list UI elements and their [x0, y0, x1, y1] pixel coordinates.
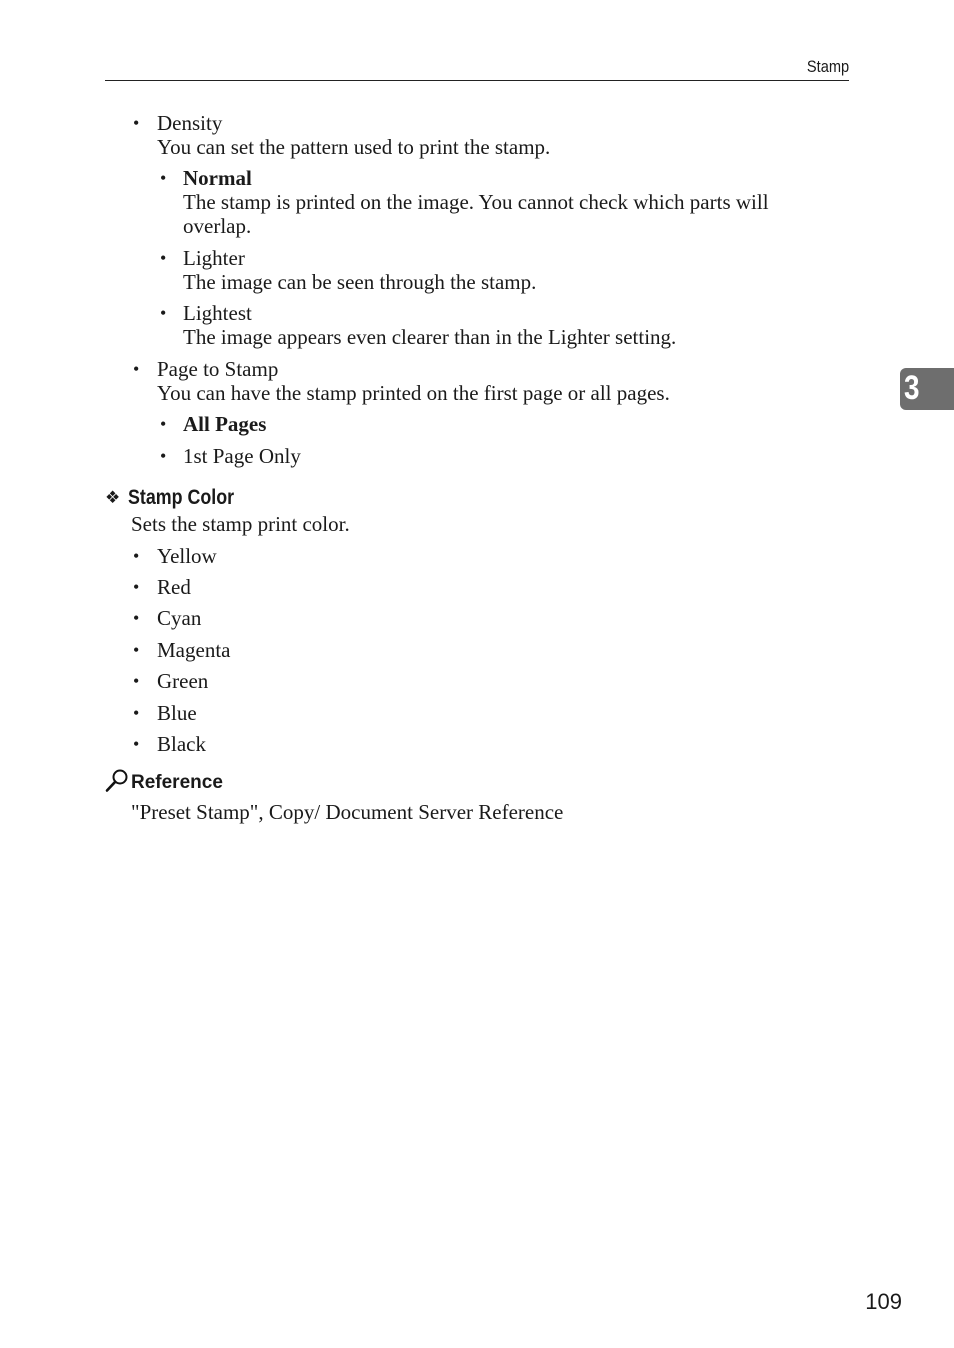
density-option-lighter-desc: The image can be seen through the stamp.: [183, 270, 537, 294]
stamp-color-heading: [105, 486, 253, 512]
bullet-icon: •: [160, 303, 167, 323]
page-option-first-page-only: 1st Page Only: [183, 444, 301, 468]
density-option-normal-desc-cont: overlap.: [183, 214, 252, 238]
density-option-lightest-desc: The image appears even clearer than in the Lighter setting.: [183, 325, 677, 349]
bullet-icon: •: [133, 734, 140, 754]
density-title: Density: [157, 111, 223, 135]
chapter-number: 3: [904, 369, 920, 407]
stamp-color-description: Sets the stamp print color.: [131, 512, 350, 536]
density-option-normal-desc: The stamp is printed on the image. You cannot check which parts will: [183, 190, 769, 214]
bullet-icon: •: [160, 414, 167, 434]
color-item: Green: [157, 669, 209, 693]
bullet-icon: •: [133, 608, 140, 628]
bullet-icon: •: [133, 546, 140, 566]
reference-heading-label: Reference: [131, 772, 223, 793]
stamp-color-heading-label: Stamp Color: [128, 486, 235, 509]
bullet-icon: •: [133, 577, 140, 597]
chapter-tab: [900, 368, 954, 410]
bullet-icon: •: [160, 168, 167, 188]
page-option-all-pages: All Pages: [183, 412, 267, 436]
density-option-normal-label: Normal: [183, 166, 252, 190]
color-item: Yellow: [157, 544, 217, 568]
density-description: You can set the pattern used to print the stamp.: [157, 135, 551, 159]
color-item: Black: [157, 732, 206, 756]
color-item: Magenta: [157, 638, 231, 662]
magnifier-icon: [105, 768, 131, 794]
page-number: 109: [865, 1289, 902, 1314]
density-option-lightest-label: Lightest: [183, 301, 252, 325]
bullet-icon: •: [160, 446, 167, 466]
bullet-icon: •: [160, 248, 167, 268]
bullet-icon: •: [133, 113, 140, 133]
bullet-icon: •: [133, 671, 140, 691]
color-item: Blue: [157, 701, 197, 725]
bullet-icon: •: [133, 703, 140, 723]
running-header: [105, 56, 849, 81]
color-item: Red: [157, 575, 191, 599]
color-item: Cyan: [157, 606, 202, 630]
bullet-icon: •: [133, 640, 140, 660]
running-title: Stamp: [806, 57, 849, 76]
diamond-bullet-icon: ❖: [105, 488, 121, 507]
density-option-lighter-label: Lighter: [183, 246, 245, 270]
reference-text: "Preset Stamp", Copy/ Document Server Reference: [131, 800, 564, 824]
page-to-stamp-title: Page to Stamp: [157, 357, 279, 381]
bullet-icon: •: [133, 359, 140, 379]
page-to-stamp-description: You can have the stamp printed on the first page or all pages.: [157, 381, 670, 405]
